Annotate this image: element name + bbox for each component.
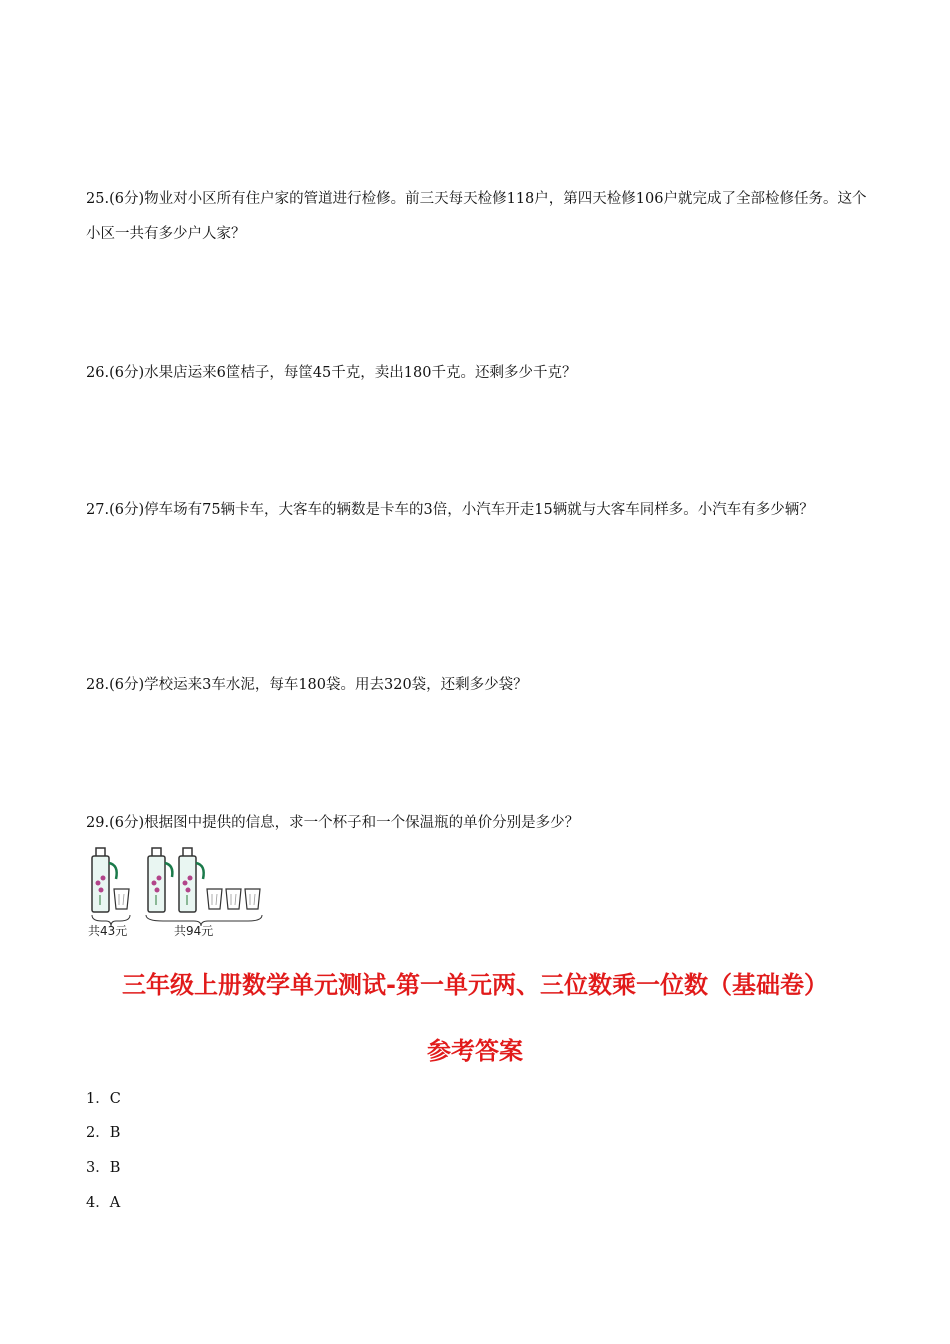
answer-item: 1．C: [86, 1091, 121, 1107]
question-score: (6分): [109, 502, 145, 518]
cup-icon: [245, 889, 260, 909]
question-text: 根据图中提供的信息，求一个杯子和一个保温瓶的单价分别是多少？: [144, 815, 580, 831]
right-total-label: 共94元: [174, 924, 214, 938]
answer-title: 三年级上册数学单元测试-第一单元两、三位数乘一位数（基础卷）: [122, 971, 828, 999]
question-text: 停车场有75辆卡车，大客车的辆数是卡车的3倍，小汽车开走15辆就与大客车同样多。小汽车有多少辆？: [144, 502, 814, 518]
question-25: [86, 182, 876, 252]
question-number: 25.: [86, 191, 110, 207]
question-27: [86, 493, 876, 528]
question-number: 27.: [86, 502, 110, 518]
question-score: (6分): [109, 365, 145, 381]
question-number: 28.: [86, 677, 110, 693]
cup-icon: [207, 889, 222, 909]
cup-icon: [226, 889, 241, 909]
question-28: [86, 668, 876, 703]
cup-icon: [114, 889, 129, 909]
thermos-bottle-icon: [179, 848, 204, 912]
question-text: 物业对小区所有住户家的管道进行检修。前三天每天检修118户，第四天检修106户就完成了全部检修任务。这个小区一共有多少户人家？: [86, 191, 867, 242]
left-total-label: 共43元: [88, 924, 128, 938]
answer-item: 4．A: [86, 1195, 121, 1211]
thermos-bottle-icon: [92, 848, 117, 912]
question-score: (6分): [109, 677, 145, 693]
question-score: (6分): [109, 815, 145, 831]
question-number: 29.: [86, 815, 110, 831]
question-29: [86, 806, 876, 841]
thermos-cups-figure: [88, 843, 278, 939]
question-text: 水果店运来6筐桔子，每筐45千克，卖出180千克。还剩多少千克？: [144, 365, 577, 381]
question-text: 学校运来3车水泥，每车180袋。用去320袋，还剩多少袋？: [144, 677, 528, 693]
question-26: [86, 356, 876, 391]
answer-item: 3．B: [86, 1160, 121, 1176]
answer-item: 2．B: [86, 1125, 121, 1141]
thermos-bottle-icon: [148, 848, 172, 912]
question-number: 26.: [86, 365, 110, 381]
answer-subtitle: 参考答案: [427, 1037, 523, 1065]
question-score: (6分): [109, 191, 145, 207]
